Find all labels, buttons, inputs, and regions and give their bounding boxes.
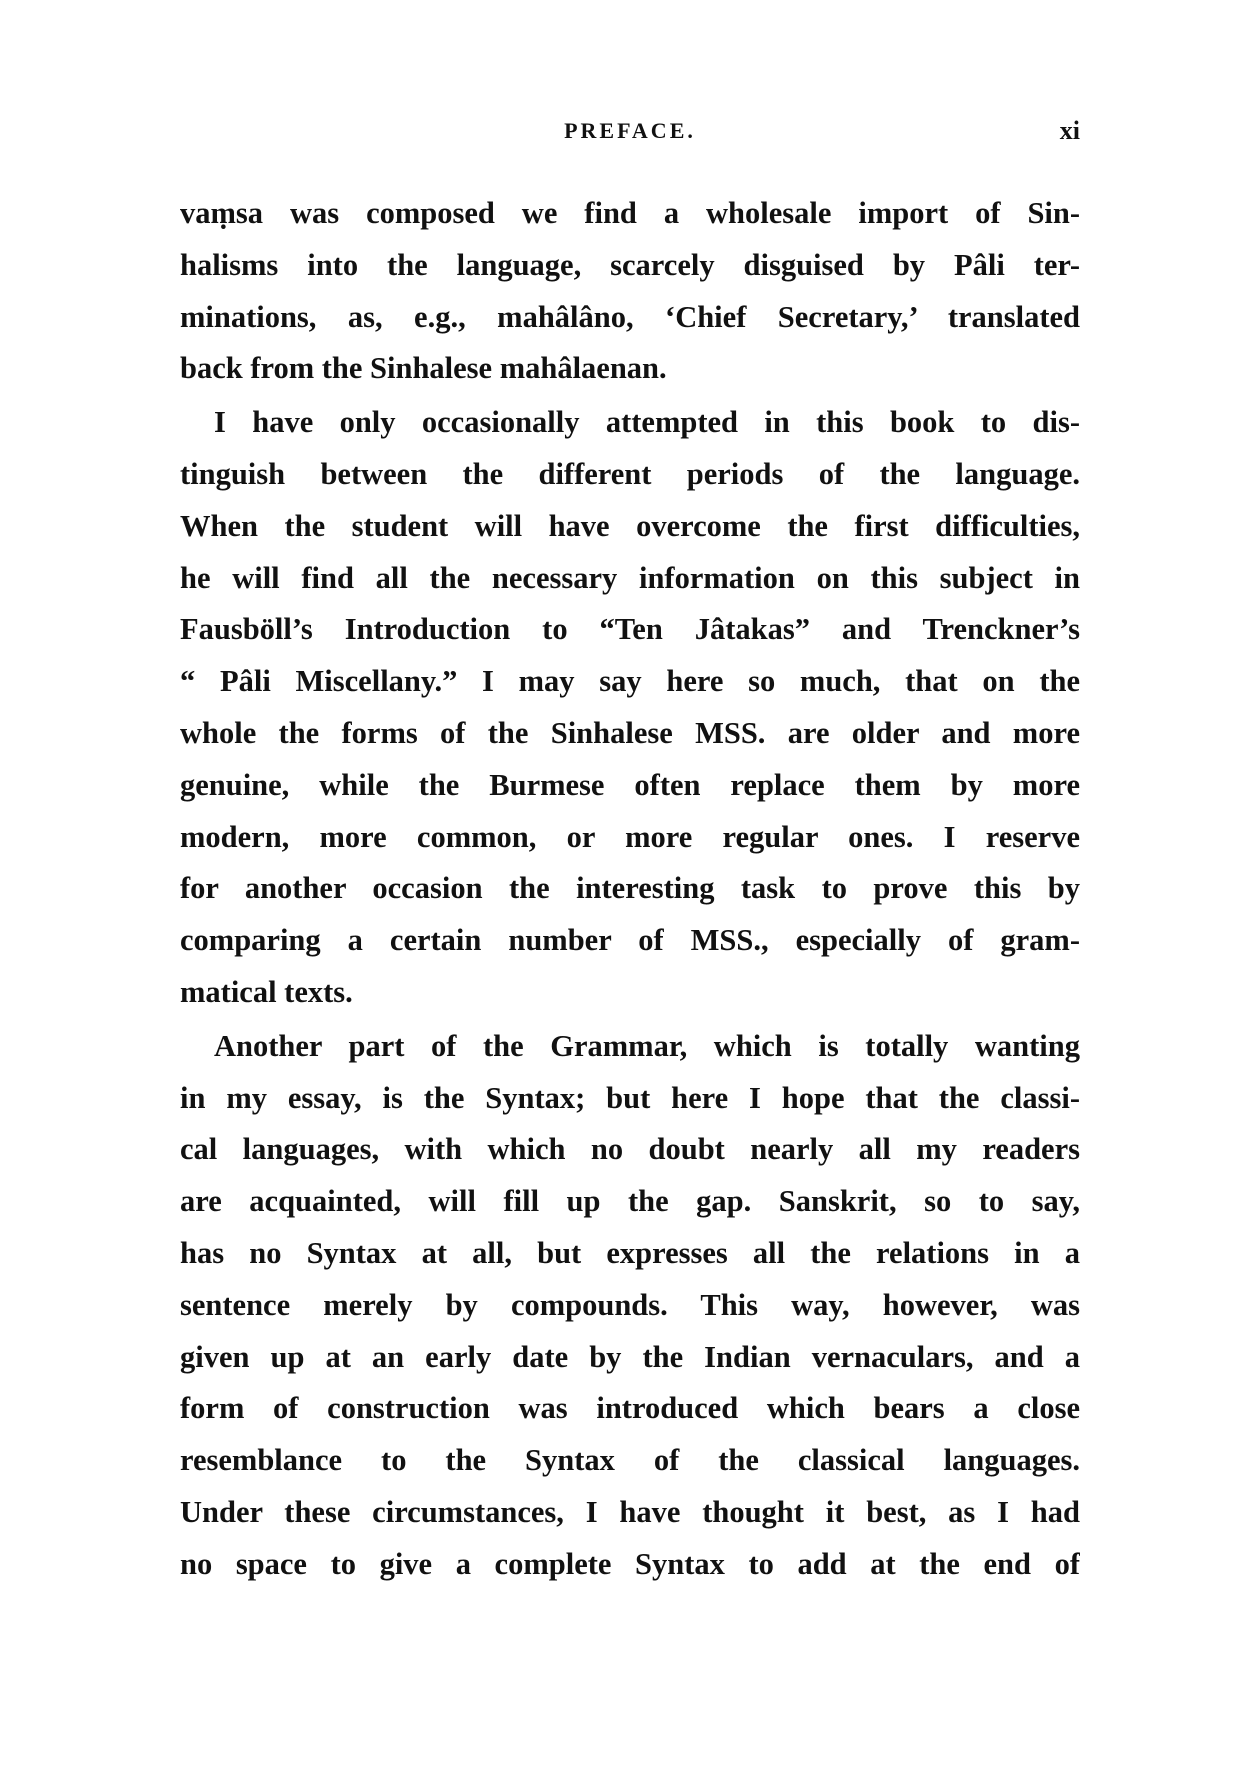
text-line: are acquainted, will fill up the gap. Sanskrit, so to say,: [180, 1184, 1080, 1219]
text-line: given up at an early date by the Indian vernaculars, and a: [180, 1339, 1080, 1374]
text-line: “ Pâli Miscellany.” I may say here so much, that on the: [180, 664, 1080, 699]
text-line: back from the Sinhalese mahâlaenan.: [180, 351, 667, 386]
text-line: When the student will have overcome the first difficulties,: [180, 508, 1080, 543]
text-line: he will find all the necessary information on this subject in: [180, 560, 1080, 595]
text-line: sentence merely by compounds. This way, however, was: [180, 1287, 1080, 1322]
text-line: cal languages, with which no doubt nearly all my readers: [180, 1132, 1080, 1167]
running-head: PREFACE.: [564, 118, 696, 143]
text-line: resemblance to the Syntax of the classical languages.: [180, 1443, 1080, 1478]
text-line: minations, as, e.g., mahâlâno, ‘Chief Secretary,’ translated: [180, 299, 1080, 334]
page-header: [180, 118, 1080, 158]
text-line: vaṃsa was composed we find a wholesale import of Sin-: [180, 196, 1080, 230]
page-number: xi: [1059, 116, 1080, 145]
text-line: halisms into the language, scarcely disguised by Pâli ter-: [180, 247, 1080, 282]
text-line: Under these circumstances, I have thought it best, as I had: [180, 1494, 1080, 1529]
text-line: Fausböll’s Introduction to “Ten Jâtakas” and Trenckner’s: [180, 612, 1080, 647]
paragraph-3: [180, 1021, 1080, 1591]
text-line: tinguish between the different periods of the language.: [180, 456, 1080, 491]
text-line: comparing a certain number of MSS., especially of gram-: [180, 923, 1080, 958]
text-line: no space to give a complete Syntax to add at the end of: [180, 1546, 1080, 1581]
text-line: in my essay, is the Syntax; but here I hope that the classi-: [180, 1080, 1080, 1115]
text-line: whole the forms of the Sinhalese MSS. are older and more: [180, 715, 1080, 750]
text-line: I have only occasionally attempted in this book to dis-: [214, 405, 1080, 440]
text-line: for another occasion the interesting task to prove this by: [180, 871, 1080, 906]
paragraph-2: [180, 397, 1080, 1019]
paragraph-1: [180, 188, 1080, 395]
text-line: genuine, while the Burmese often replace them by more: [180, 767, 1080, 802]
text-line: has no Syntax at all, but expresses all the relations in a: [180, 1235, 1080, 1270]
text-line: form of construction was introduced which bears a close: [180, 1391, 1080, 1426]
text-line: Another part of the Grammar, which is totally wanting: [214, 1028, 1080, 1063]
text-line: matical texts.: [180, 974, 353, 1009]
body-text: [180, 188, 1080, 1591]
text-line: modern, more common, or more regular ones. I reserve: [180, 819, 1080, 854]
